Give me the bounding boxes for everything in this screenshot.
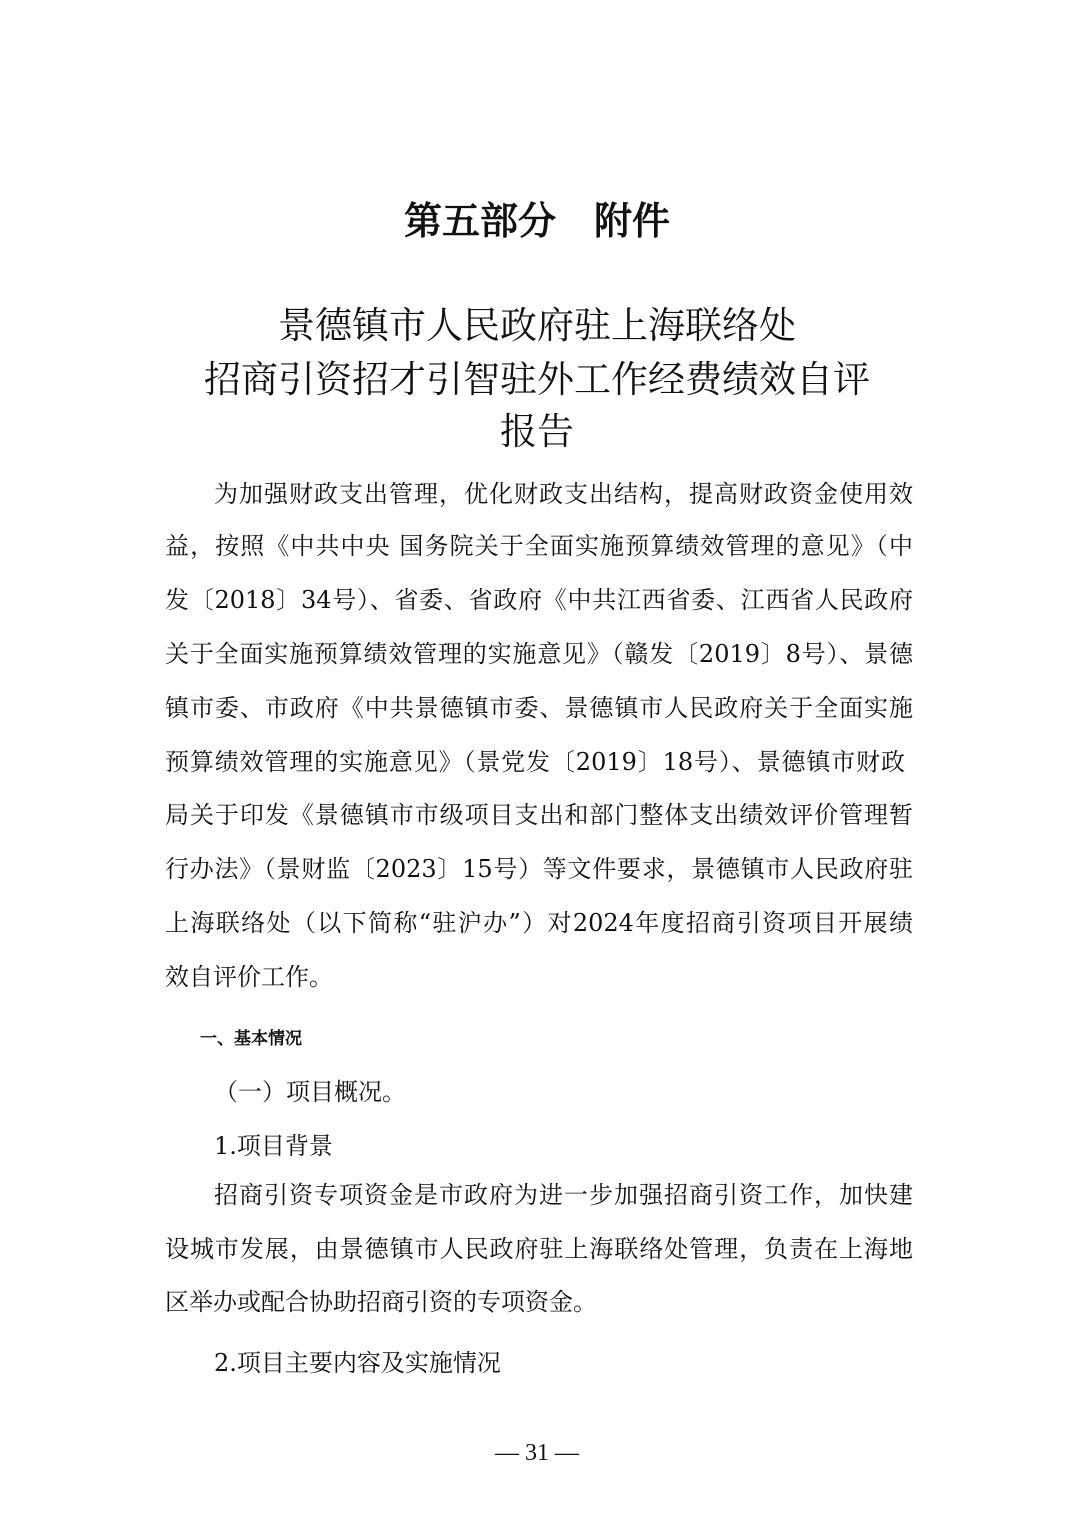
- intro-line: 上海联络处（以下简称“驻沪办”）对2024年度招商引资项目开展绩: [165, 909, 913, 937]
- intro-line: 关于全面实施预算绩效管理的实施意见》（赣发〔2019〕8号）、景德: [165, 640, 913, 668]
- part-title: 第五部分 附件: [403, 199, 670, 243]
- intro-line: 为加强财政支出管理，优化财政支出结构，提高财政资金使用效: [214, 480, 913, 508]
- intro-line: 镇市委、市政府《中共景德镇市委、景德镇市人民政府关于全面实施: [165, 694, 913, 722]
- page-number: — 31 —: [495, 1440, 579, 1466]
- background-line: 招商引资专项资金是市政府为进一步加强招商引资工作，加快建: [214, 1181, 913, 1209]
- intro-line: 效自评价工作。: [165, 963, 333, 991]
- subsection-heading: （一）项目概况。: [214, 1078, 406, 1106]
- report-title-line-2: 招商引资招才引智驻外工作经费绩效自评: [204, 358, 870, 401]
- report-title-line-3: 报告: [500, 410, 574, 453]
- intro-line: 预算绩效管理的实施意见》（景党发〔2019〕18号）、景德镇市财政: [165, 748, 905, 776]
- item-heading: 2.项目主要内容及实施情况: [214, 1349, 501, 1377]
- intro-line: 益，按照《中共中央 国务院关于全面实施预算绩效管理的意见》（中: [165, 532, 913, 560]
- background-line: 设城市发展，由景德镇市人民政府驻上海联络处管理，负责在上海地: [165, 1235, 913, 1263]
- intro-line: 行办法》（景财监〔2023〕15号）等文件要求，景德镇市人民政府驻: [165, 855, 913, 883]
- background-line: 区举办或配合协助招商引资的专项资金。: [165, 1288, 597, 1316]
- item-heading: 1.项目背景: [214, 1132, 333, 1160]
- section-heading: 一、基本情况: [200, 1029, 302, 1049]
- intro-line: 局关于印发《景德镇市市级项目支出和部门整体支出绩效评价管理暂: [165, 801, 913, 829]
- intro-line: 发〔2018〕34号）、省委、省政府《中共江西省委、江西省人民政府: [165, 586, 913, 614]
- report-title-line-1: 景德镇市人民政府驻上海联络处: [278, 304, 796, 347]
